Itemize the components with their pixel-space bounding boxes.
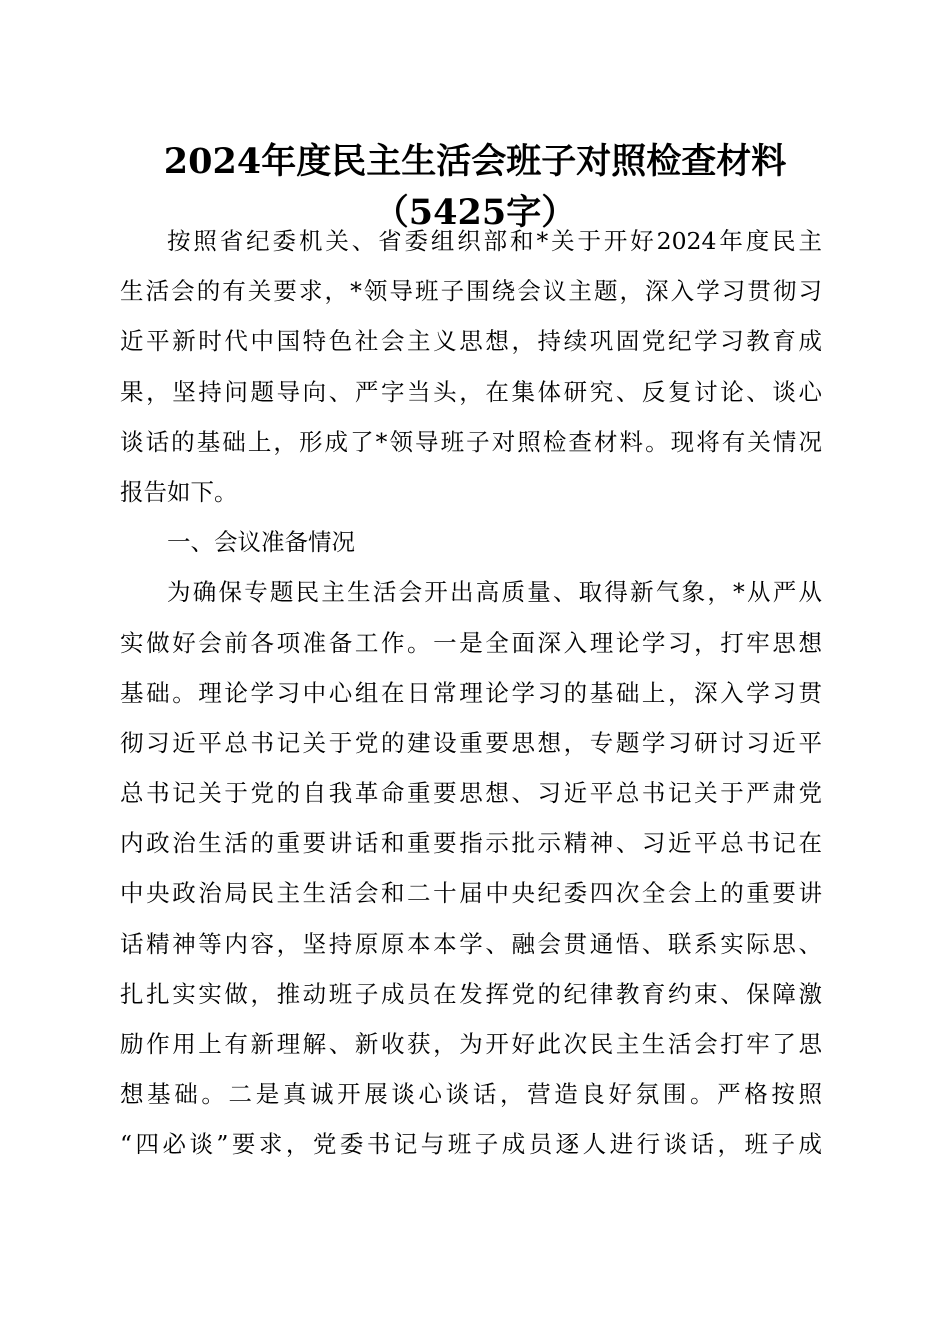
text-line: 谈话的基础上，形成了*领导班子对照检查材料。现将有关情况: [120, 427, 822, 456]
text-line: 为确保专题民主生活会开出高质量、取得新气象，*从严从: [167, 578, 822, 607]
document-subtitle: （5425字）: [373, 192, 577, 233]
text-line: 报告如下。: [120, 477, 238, 506]
text-line: 按照省纪委机关、省委组织部和*关于开好2024年度民主: [167, 227, 822, 255]
section-heading: 一、会议准备情况: [167, 528, 355, 557]
text-line: 生活会的有关要求，*领导班子围绕会议主题，深入学习贯彻习: [120, 277, 822, 306]
text-line: 基础。理论学习中心组在日常理论学习的基础上，深入学习贯: [120, 678, 822, 707]
text-line: 内政治生活的重要讲话和重要指示批示精神、习近平总书记在: [120, 829, 822, 858]
text-line: 实做好会前各项准备工作。一是全面深入理论学习，打牢思想: [120, 628, 822, 657]
document-body: [120, 216, 822, 1170]
text-line: 话精神等内容，坚持原原本本学、融会贯通悟、联系实际思、: [120, 929, 822, 958]
text-line: 彻习近平总书记关于党的建设重要思想，专题学习研讨习近平: [120, 728, 822, 757]
text-line: 中央政治局民主生活会和二十届中央纪委四次全会上的重要讲: [120, 879, 822, 908]
text-line: 扎扎实实做，推动班子成员在发挥党的纪律教育约束、保障激: [120, 979, 822, 1008]
text-line: 总书记关于党的自我革命重要思想、习近平总书记关于严肃党: [120, 779, 822, 808]
document-title: 2024年度民主生活会班子对照检查材料: [163, 141, 787, 182]
text-line: 近平新时代中国特色社会主义思想，持续巩固党纪学习教育成: [120, 327, 822, 356]
text-line: 励作用上有新理解、新收获，为开好此次民主生活会打牢了思: [120, 1030, 822, 1058]
text-line: 果，坚持问题导向、严字当头，在集体研究、反复讨论、谈心: [120, 377, 822, 406]
paragraph-intro: [120, 216, 822, 517]
paragraph-preparation: [120, 567, 822, 1169]
text-line: “四必谈”要求，党委书记与班子成员逐人进行谈话，班子成: [120, 1130, 822, 1159]
text-line: 想基础。二是真诚开展谈心谈话，营造良好氛围。严格按照: [120, 1080, 822, 1109]
